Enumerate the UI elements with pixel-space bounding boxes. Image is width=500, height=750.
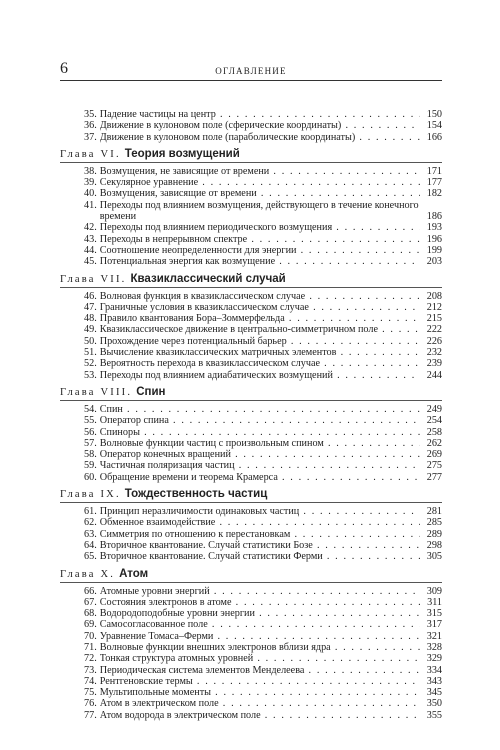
toc-entry[interactable] xyxy=(60,631,442,642)
toc-entry[interactable] xyxy=(60,188,442,199)
section-title: Прохождение через потенциальный барьер . . . xyxy=(100,336,420,347)
section-number: 73. xyxy=(84,664,97,676)
section-title: Переходы под влиянием периодического возмущения . . . xyxy=(100,222,420,233)
section-page-number: 193 xyxy=(426,222,442,234)
chapter-label: Глава VII. xyxy=(60,273,127,285)
section-title: Уравнение Томаса–Ферми . . . xyxy=(100,631,420,642)
toc-entry[interactable] xyxy=(60,665,442,676)
section-number: 51. xyxy=(84,347,97,359)
section-title: Атом водорода в электрическом поле . . . xyxy=(100,710,420,721)
chapter-label: Глава VIII. xyxy=(60,386,133,398)
toc-entry[interactable] xyxy=(60,404,442,415)
section-number: 48. xyxy=(84,313,97,325)
section-number: 70. xyxy=(84,630,97,642)
section-page-number: 186 xyxy=(426,211,442,223)
section-title: Потенциальная энергия как возмущение . . . xyxy=(100,256,420,267)
section-title: Симметрия по отношению к перестановкам . . . xyxy=(100,529,420,540)
toc-entry[interactable] xyxy=(60,120,442,131)
section-title: Движение в кулоновом поле (сферические координаты) . . . xyxy=(100,120,420,131)
section-page-number: 232 xyxy=(426,347,442,359)
section-number: 72. xyxy=(84,653,97,665)
section-number: 42. xyxy=(84,222,97,234)
section-page-number: 215 xyxy=(426,313,442,325)
section-page-number: 203 xyxy=(426,256,442,268)
toc-entry[interactable] xyxy=(60,710,442,721)
section-title: Принцип неразличимости одинаковых частиц . . . xyxy=(100,506,420,517)
section-number: 46. xyxy=(84,290,97,302)
table-of-contents xyxy=(60,109,442,721)
section-number: 64. xyxy=(84,539,97,551)
section-title: Вторичное квантование. Случай статистики Бозе . . . xyxy=(100,540,420,551)
section-title: Волновые функции частиц с произвольным спином . . . xyxy=(100,438,420,449)
section-page-number: 311 xyxy=(427,596,442,608)
toc-entry[interactable] xyxy=(60,347,442,358)
toc-entry[interactable] xyxy=(60,256,442,267)
section-number: 69. xyxy=(84,619,97,631)
chapter-heading xyxy=(60,488,442,503)
toc-entry[interactable] xyxy=(60,597,442,608)
toc-entry[interactable] xyxy=(60,608,442,619)
section-page-number: 208 xyxy=(426,290,442,302)
section-title: Тонкая структура атомных уровней . . . xyxy=(100,653,420,664)
toc-entry[interactable] xyxy=(60,540,442,551)
chapter-heading xyxy=(60,386,442,401)
section-number: 43. xyxy=(84,233,97,245)
toc-entry[interactable] xyxy=(60,460,442,471)
chapter-title: Спин xyxy=(136,385,166,398)
toc-entry[interactable] xyxy=(60,427,442,438)
section-page-number: 222 xyxy=(426,324,442,336)
section-title: Секулярное уравнение . . . xyxy=(100,177,420,188)
section-number: 45. xyxy=(84,256,97,268)
section-title: Водородоподобные уровни энергии . . . xyxy=(100,608,420,619)
toc-entry[interactable] xyxy=(60,370,442,381)
section-number: 61. xyxy=(84,506,97,518)
section-page-number: 285 xyxy=(426,517,442,529)
section-number: 40. xyxy=(84,188,97,200)
toc-entry[interactable] xyxy=(60,324,442,335)
toc-entry[interactable] xyxy=(60,336,442,347)
section-page-number: 309 xyxy=(426,585,442,597)
section-number: 65. xyxy=(84,551,97,563)
section-number: 44. xyxy=(84,244,97,256)
section-number: 49. xyxy=(84,324,97,336)
toc-entry[interactable] xyxy=(60,619,442,630)
section-title: Переходы в непрерывном спектре . . . xyxy=(100,234,420,245)
section-number: 35. xyxy=(84,109,97,120)
toc-entry[interactable] xyxy=(60,586,442,597)
toc-entry[interactable] xyxy=(60,313,442,324)
section-title: Квазиклассическое движение в центрально-симметричном поле . . . xyxy=(100,324,420,335)
toc-entry[interactable] xyxy=(60,245,442,256)
chapter-title: Атом xyxy=(119,567,149,580)
section-number: 57. xyxy=(84,437,97,449)
section-page-number: 315 xyxy=(426,608,442,620)
section-title: Оператор конечных вращений . . . xyxy=(100,449,420,460)
section-page-number: 166 xyxy=(426,131,442,143)
chapter-title: Тождественность частиц xyxy=(124,488,268,501)
toc-entry[interactable] xyxy=(60,676,442,687)
chapter-title: Квазиклассический случай xyxy=(130,272,286,285)
toc-entry[interactable] xyxy=(60,517,442,528)
toc-entry[interactable] xyxy=(60,642,442,653)
toc-entry[interactable] xyxy=(60,551,442,562)
section-page-number: 277 xyxy=(426,471,442,483)
section-number: 67. xyxy=(84,596,97,608)
chapter-label: Глава IX. xyxy=(60,489,121,501)
section-page-number: 343 xyxy=(426,675,442,687)
section-number: 56. xyxy=(84,426,97,438)
section-page-number: 177 xyxy=(426,177,442,189)
toc-entry[interactable] xyxy=(60,506,442,517)
section-page-number: 182 xyxy=(426,188,442,200)
section-number: 76. xyxy=(84,698,97,710)
section-title: Волновая функция в квазиклассическом случае . . . xyxy=(100,291,420,302)
toc-entry[interactable] xyxy=(60,529,442,540)
toc-entry[interactable] xyxy=(60,234,442,245)
toc-entry[interactable] xyxy=(60,653,442,664)
toc-entry[interactable] xyxy=(60,177,442,188)
section-page-number: 226 xyxy=(426,335,442,347)
section-title: Волновые функции внешних электронов вблизи ядра . . . xyxy=(100,642,420,653)
section-page-number: 329 xyxy=(426,653,442,665)
running-head xyxy=(60,60,442,81)
toc-entry[interactable] xyxy=(60,438,442,449)
section-title: Граничные условия в квазиклассическом случае . . . xyxy=(100,302,420,313)
section-title: Спиноры . . . xyxy=(100,427,420,438)
section-number: 36. xyxy=(84,120,97,132)
section-title: Переходы под влиянием адиабатических возмущений . . . xyxy=(100,370,420,381)
section-title: Возмущения, не зависящие от времени . . . xyxy=(100,166,420,177)
section-page-number: 258 xyxy=(426,426,442,438)
section-title: Атом в электрическом поле . . . xyxy=(100,698,420,709)
section-title: Самосогласованное поле . . . xyxy=(100,619,420,630)
section-number: 55. xyxy=(84,415,97,427)
section-number: 50. xyxy=(84,335,97,347)
section-number: 41. xyxy=(84,199,97,211)
toc-entry[interactable] xyxy=(60,302,442,313)
toc-entry[interactable] xyxy=(60,109,442,120)
section-number: 38. xyxy=(84,165,97,177)
section-page-number: 254 xyxy=(426,415,442,427)
section-page-number: 249 xyxy=(426,403,442,415)
section-title: Атомные уровни энергий . . . xyxy=(100,586,420,597)
section-title: Возмущения, зависящие от времени . . . xyxy=(100,188,420,199)
section-number: 60. xyxy=(84,471,97,483)
section-number: 54. xyxy=(84,403,97,415)
section-number: 63. xyxy=(84,528,97,540)
section-title: Состояния электронов в атоме . . . xyxy=(100,597,420,608)
toc-entry[interactable] xyxy=(60,449,442,460)
section-title: Вероятность перехода в квазиклассическом случае . . . xyxy=(100,358,420,369)
section-page-number: 328 xyxy=(426,641,442,653)
section-page-number: 334 xyxy=(426,664,442,676)
toc-entry[interactable] xyxy=(60,222,442,233)
section-number: 39. xyxy=(84,177,97,189)
section-number: 47. xyxy=(84,301,97,313)
section-page-number: 321 xyxy=(426,630,442,642)
section-title: Периодическая система элементов Менделеева . . . xyxy=(100,665,420,676)
section-title: Мультипольные моменты . . . xyxy=(100,687,420,698)
section-number: 59. xyxy=(84,460,97,472)
toc-entry[interactable] xyxy=(60,291,442,302)
toc-entry[interactable] xyxy=(60,166,442,177)
section-page-number: 244 xyxy=(426,369,442,381)
section-page-number: 355 xyxy=(426,709,442,721)
section-number: 37. xyxy=(84,131,97,143)
chapter-heading xyxy=(60,148,442,163)
section-page-number: 317 xyxy=(426,619,442,631)
section-title: Обращение времени и теорема Крамерса . . . xyxy=(100,472,420,483)
toc-entry[interactable] xyxy=(60,698,442,709)
chapter-title: Теория возмущений xyxy=(124,147,240,160)
section-page-number: 298 xyxy=(426,539,442,551)
chapter-heading xyxy=(60,568,442,583)
section-page-number: 199 xyxy=(426,244,442,256)
section-page-number: 269 xyxy=(426,449,442,461)
toc-page xyxy=(60,60,442,721)
section-page-number: 171 xyxy=(426,165,442,177)
toc-entry[interactable] xyxy=(60,200,442,223)
section-page-number: 196 xyxy=(426,233,442,245)
section-title: Рентгеновские термы . . . xyxy=(100,676,420,687)
section-page-number: 262 xyxy=(426,437,442,449)
running-title: ОГЛАВЛЕНИЕ xyxy=(215,66,287,76)
section-title: Падение частицы на центр . . . xyxy=(100,109,420,120)
section-page-number: 275 xyxy=(426,460,442,472)
section-number: 77. xyxy=(84,709,97,721)
section-title: Переходы под влиянием возмущения, действующего в течение конечного времени xyxy=(99,199,419,223)
section-page-number: 281 xyxy=(426,506,442,518)
section-title: Движение в кулоновом поле (параболические координаты) . . . xyxy=(100,132,420,143)
section-page-number: 289 xyxy=(426,528,442,540)
section-number: 66. xyxy=(84,585,97,597)
section-title: Правило квантования Бора–Зоммерфельда . . . xyxy=(100,313,420,324)
toc-entry[interactable] xyxy=(60,472,442,483)
chapter-heading xyxy=(60,273,442,288)
section-title: Частичная поляризация частиц . . . xyxy=(100,460,420,471)
section-title: Соотношение неопределенности для энергии . . . xyxy=(100,245,420,256)
section-page-number: 154 xyxy=(426,120,442,132)
section-title: Спин . . . xyxy=(100,404,420,415)
page-number: 6 xyxy=(60,60,68,77)
section-title: Обменное взаимодействие . . . xyxy=(100,517,420,528)
section-number: 75. xyxy=(84,687,97,699)
section-number: 52. xyxy=(84,358,97,370)
section-page-number: 305 xyxy=(426,551,442,563)
section-page-number: 212 xyxy=(426,301,442,313)
toc-entry[interactable] xyxy=(60,415,442,426)
section-page-number: 345 xyxy=(426,687,442,699)
section-number: 71. xyxy=(84,641,97,653)
chapter-label: Глава VI. xyxy=(60,148,121,160)
section-page-number: 350 xyxy=(426,698,442,710)
toc-entry[interactable] xyxy=(60,358,442,369)
section-page-number: 239 xyxy=(426,358,442,370)
section-title: Вторичное квантование. Случай статистики Ферми . . . xyxy=(100,551,420,562)
section-number: 68. xyxy=(84,608,97,620)
section-title: Оператор спина . . . xyxy=(100,415,420,426)
toc-entry[interactable] xyxy=(60,132,442,143)
section-number: 62. xyxy=(84,517,97,529)
chapter-label: Глава X. xyxy=(60,568,116,580)
section-title: Вычисление квазиклассических матричных элементов . . . xyxy=(100,347,420,358)
section-page-number: 150 xyxy=(426,109,442,120)
section-number: 58. xyxy=(84,449,97,461)
section-number: 74. xyxy=(84,675,97,687)
section-number: 53. xyxy=(84,369,97,381)
toc-entry[interactable] xyxy=(60,687,442,698)
